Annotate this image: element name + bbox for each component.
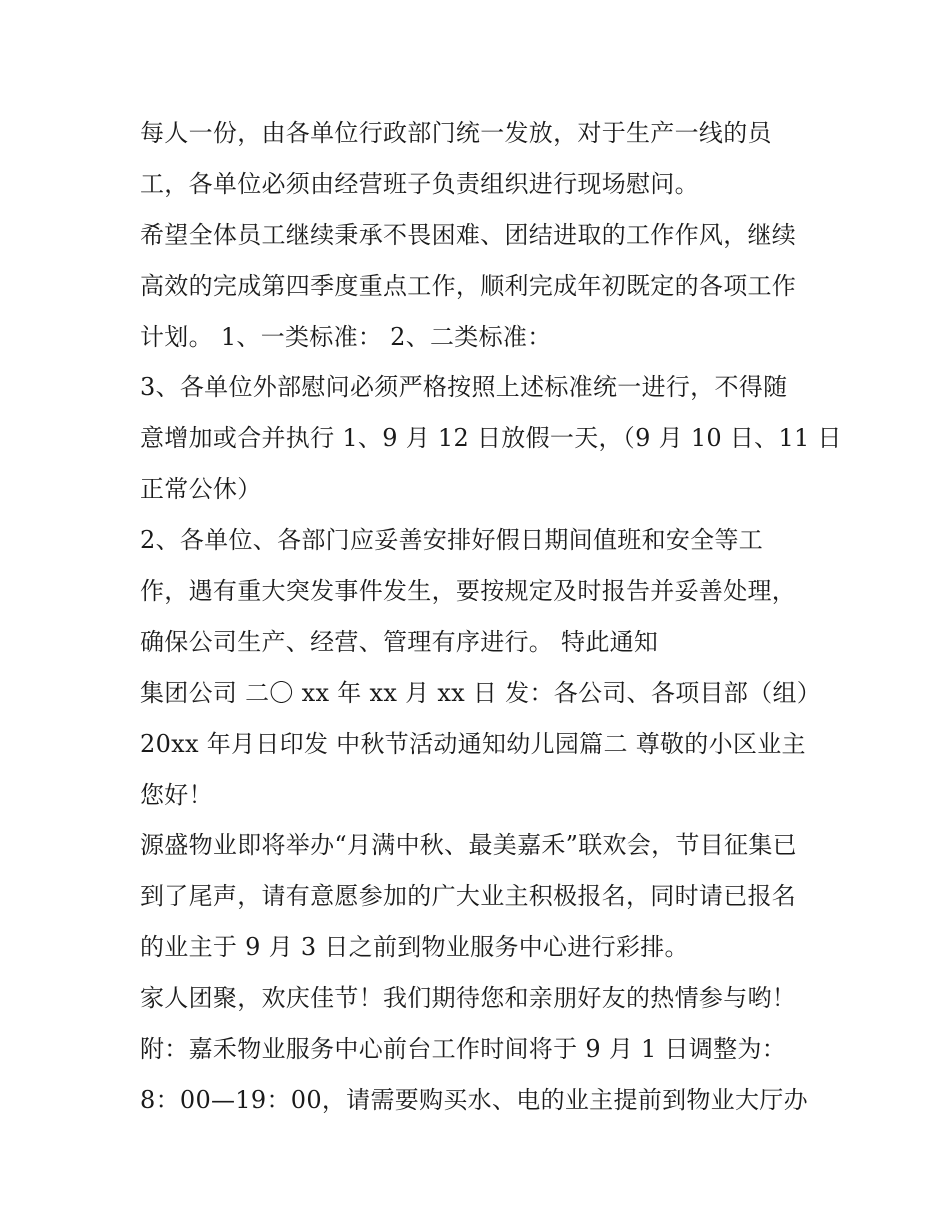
text-line: 意增加或合并执行 1、9 月 12 日放假一天，（9 月 10 日、11 日 bbox=[140, 424, 842, 453]
text-line: 工，各单位必须由经营班子负责组织进行现场慰问。 bbox=[140, 169, 699, 198]
text-line: 附：嘉禾物业服务中心前台工作时间将于 9 月 1 日调整为： bbox=[140, 1035, 787, 1064]
text-line: 正常公休） bbox=[140, 475, 262, 504]
text-line: 集团公司 二〇 xx 年 xx 月 xx 日 发：各公司、各项目部（组） bbox=[140, 678, 822, 707]
text-line: 每人一份，由各单位行政部门统一发放，对于生产一线的员 bbox=[140, 119, 772, 147]
text-line: 高效的完成第四季度重点工作，顺利完成年初既定的各项工作 bbox=[140, 271, 797, 300]
text-line: 20xx 年月日印发 中秋节活动通知幼儿园篇二 尊敬的小区业主 bbox=[140, 729, 806, 758]
text-line: 源盛物业即将举办“月满中秋、最美嘉禾”联欢会，节目征集已 bbox=[140, 831, 797, 860]
text-line: 3、各单位外部慰问必须严格按照上述标准统一进行，不得随 bbox=[140, 373, 788, 402]
text-line: 作，遇有重大突发事件发生，要按规定及时报告并妥善处理， bbox=[140, 577, 797, 606]
text-line: 希望全体员工继续秉承不畏困难、团结进取的工作作风，继续 bbox=[140, 220, 797, 249]
text-line: 确保公司生产、经营、管理有序进行。 特此通知 bbox=[140, 627, 659, 656]
text-line: 家人团聚，欢庆佳节！我们期待您和亲朋好友的热情参与哟！ bbox=[140, 984, 797, 1013]
text-line: 2、各单位、各部门应妥善安排好假日期间值班和安全等工 bbox=[140, 526, 764, 555]
text-line: 您好！ bbox=[140, 780, 213, 809]
text-line: 8：00—19：00，请需要购买水、电的业主提前到物业大厅办 bbox=[140, 1085, 808, 1114]
text-line: 的业主于 9 月 3 日之前到物业服务中心进行彩排。 bbox=[140, 933, 689, 962]
text-line: 到了尾声，请有意愿参加的广大业主积极报名，同时请已报名 bbox=[140, 882, 797, 911]
document-body bbox=[140, 108, 842, 1126]
text-line: 计划。 1、一类标准： 2、二类标准： bbox=[140, 322, 552, 351]
